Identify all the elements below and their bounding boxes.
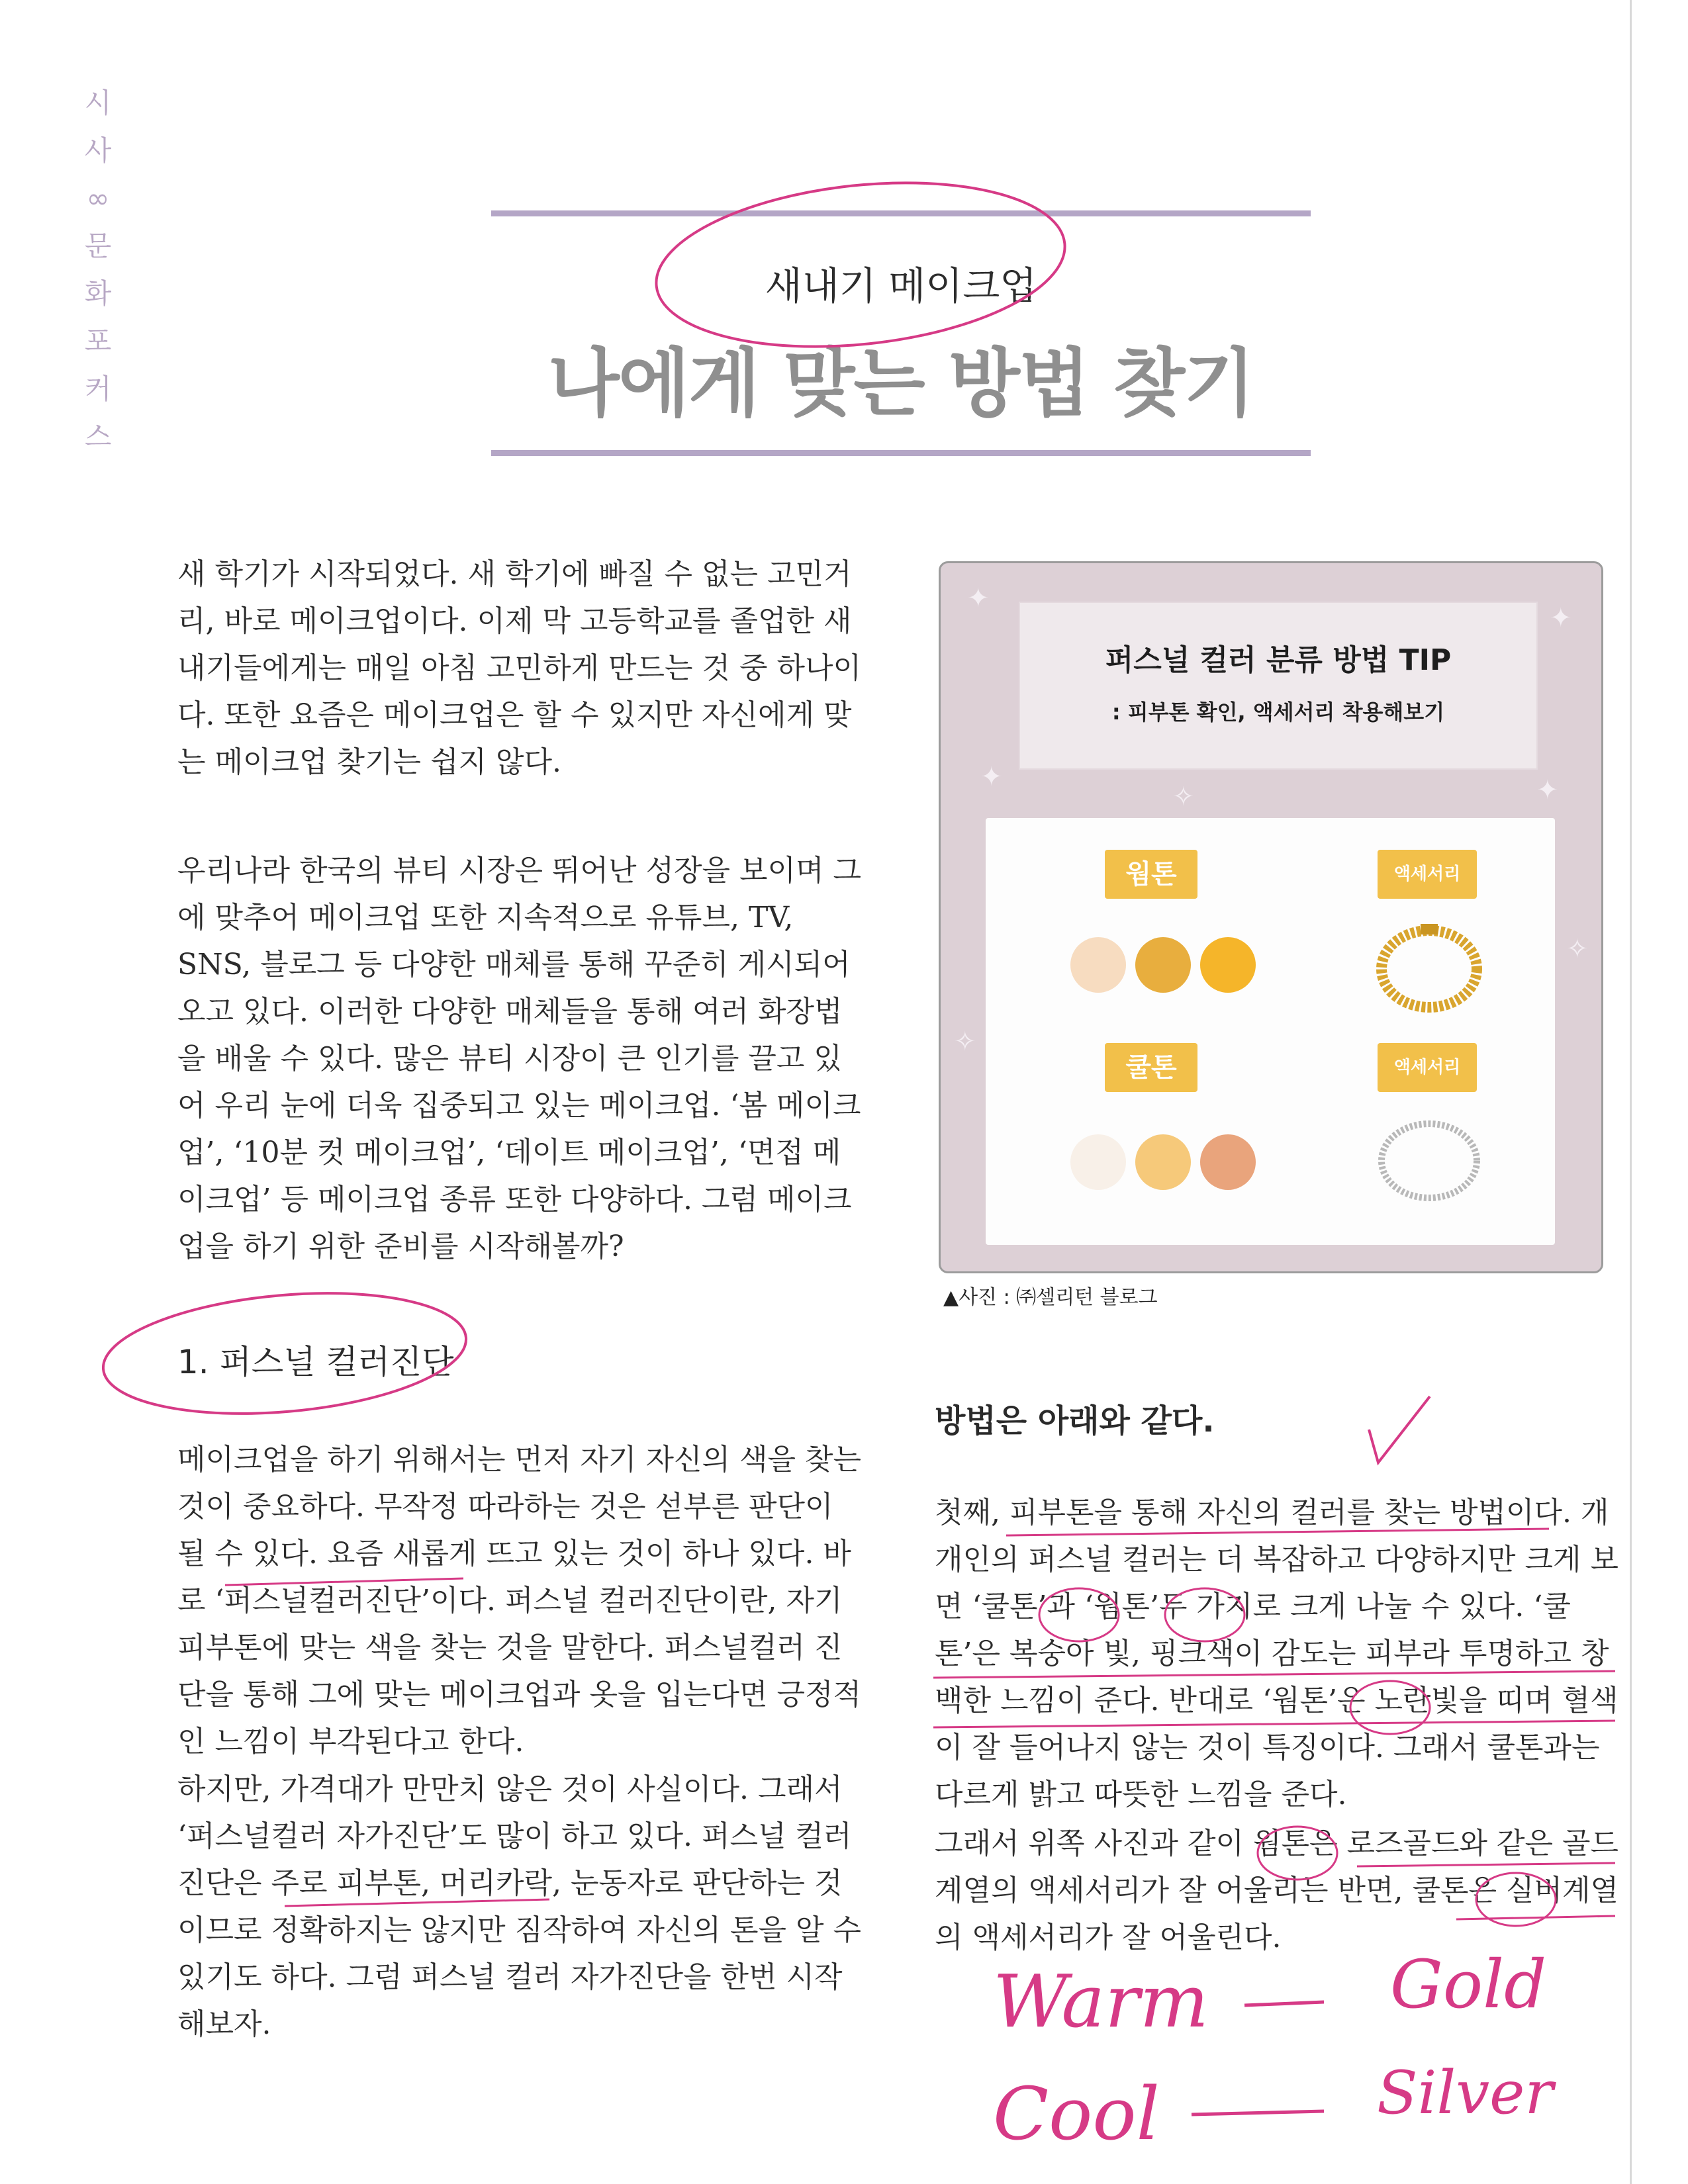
handwritten-warm: Warm: [993, 1959, 1209, 2044]
warm-swatch: [1200, 937, 1256, 993]
section-1-title: 1. 퍼스널 컬러진단: [177, 1343, 454, 1381]
infographic-panel: [986, 818, 1555, 1245]
title-top-rule: [491, 210, 1311, 216]
intro-paragraph-2: 우리나라 한국의 뷰티 시장은 뛰어난 성장을 보이며 그에 맞추어 메이크업 또한 지속적으로 유튜브, TV, SNS, 블로그 등 다양한 매체를 통해 꾸준히 게시되어오고 있다. 이러한 다양한 매체들을 통해 여러 화장법을 배울 수 있다. 많은 뷰티 시장이 큰 인기를 끌고 있어 우리 눈에 더욱 집중되고 있는 메이크업. ‘봄 메이크업’, ‘10분 컷 메이크업’, ‘데이트 메이크업’, ‘면접 메이크업’ 등 메이크업 종류 또한 다양하다. 그럼 메이크업을 하기 위한 준비를 시작해볼까?: [177, 854, 861, 1263]
silver-bracelet-chain: [1382, 1124, 1477, 1198]
gold-bracelet-chain: [1382, 931, 1477, 1007]
warm-swatch: [1135, 937, 1191, 993]
star-decoration: ✧: [1172, 782, 1195, 812]
gold-bracelet-icon: [1373, 917, 1485, 1017]
infographic-title: 퍼스널 컬러 분류 방법 TIP: [1105, 643, 1452, 677]
section-1-paragraph-1: 메이크업을 하기 위해서는 먼저 자기 자신의 색을 찾는 것이 중요하다. 무작정 따라하는 것은 섣부른 판단이 될 수 있다. 요즘 새롭게 뜨고 있는 것이 하나 있다. 바로 ‘퍼스널컬러진단’이다. 퍼스널 컬러진단이란, 자기피부톤에 맞는 색을 찾는 것을 말한다. 퍼스널컬러 진단을 통해 그에 맞는 메이크업과 옷을 입는다면 긍정적인 느낌이 부각된다고 한다.: [177, 1443, 861, 1758]
star-decoration: ✦: [967, 583, 990, 614]
photo-caption: ▲사진 : ㈜셀리턴 블로그: [943, 1286, 1158, 1309]
star-decoration: ✦: [1536, 775, 1559, 805]
cool-tone-tag: 쿨톤: [1105, 1043, 1197, 1092]
dash-annotation: [1244, 2002, 1324, 2005]
star-decoration: ✦: [980, 762, 1003, 792]
section-side-label: 시사 ∞ 문화 포커스: [84, 87, 112, 453]
accessory-tag-warm: 액세서리: [1378, 850, 1477, 899]
silver-bracelet-icon: [1373, 1109, 1485, 1208]
handwritten-silver: Silver: [1377, 2058, 1554, 2128]
cool-swatch: [1135, 1134, 1191, 1190]
star-decoration: ✧: [954, 1026, 976, 1057]
dash-annotation: [1192, 2111, 1324, 2115]
star-decoration: ✦: [1550, 603, 1572, 633]
title-bottom-rule: [491, 450, 1311, 456]
section-1-paragraph-2: 하지만, 가격대가 만만치 않은 것이 사실이다. 그래서 ‘퍼스널컬러 자가진단’도 많이 하고 있다. 퍼스널 컬러 진단은 주로 피부톤, 머리카락, 눈동자로 판단하는 것이므로 정확하지는 않지만 짐작하여 자신의 톤을 알 수 있기도 하다. 그럼 퍼스널 컬러 자가진단을 한번 시작해보자.: [177, 1772, 861, 2041]
accessory-tag-cool: 액세서리: [1378, 1043, 1477, 1092]
article-headline: 나에게 맞는 방법 찾기: [547, 341, 1254, 427]
page-edge-line: [1630, 0, 1632, 2184]
gold-bracelet-clasp: [1421, 924, 1438, 934]
cool-swatch: [1070, 1134, 1126, 1190]
warm-swatch: [1070, 937, 1126, 993]
personal-color-infographic: [939, 561, 1603, 1273]
cool-swatch: [1200, 1134, 1256, 1190]
method-paragraph-1: 첫째, 피부톤을 통해 자신의 컬러를 찾는 방법이다. 개개인의 퍼스널 컬러는 더 복잡하고 다양하지만 크게 보면 ‘쿨톤’과 ‘웜톤’두 가지로 크게 나눌 수 있다. ‘쿨톤’은 복숭아 빛, 핑크색이 감도는 피부라 투명하고 창백한 느낌이 준다. 반대로 ‘웜톤’은 노란빛을 띠며 혈색이 잘 들어나지 않는 것이 특징이다. 그래서 쿨톤과는 다르게 밝고 따뜻한 느낌을 준다.: [935, 1496, 1618, 1811]
intro-paragraph-1: 새 학기가 시작되었다. 새 학기에 빠질 수 없는 고민거리, 바로 메이크업이다. 이제 막 고등학교를 졸업한 새내기들에게는 매일 아침 고민하게 만드는 것 중 하나이다. 또한 요즘은 메이크업은 할 수 있지만 자신에게 맞는 메이크업 찾기는 쉽지 않다.: [177, 557, 861, 779]
warm-tone-tag: 웜톤: [1105, 850, 1197, 899]
method-lead: 방법은 아래와 같다.: [935, 1402, 1215, 1439]
method-paragraph-2: 그래서 위쪽 사진과 같이 웜톤은 로즈골드와 같은 골드계열의 액세서리가 잘 어울리는 반면, 쿨톤은 실버계열의 액세서리가 잘 어울린다.: [935, 1827, 1618, 1954]
handwritten-cool: Cool: [993, 2071, 1160, 2156]
handwritten-gold: Gold: [1390, 1946, 1547, 2023]
check-mark-annotation: [1369, 1396, 1430, 1463]
infographic-banner: [1019, 602, 1538, 770]
article-kicker: 새내기 메이크업: [765, 263, 1037, 308]
infographic-subtitle: : 피부톤 확인, 액세서리 착용해보기: [1111, 700, 1445, 725]
star-decoration: ✧: [1566, 934, 1589, 964]
